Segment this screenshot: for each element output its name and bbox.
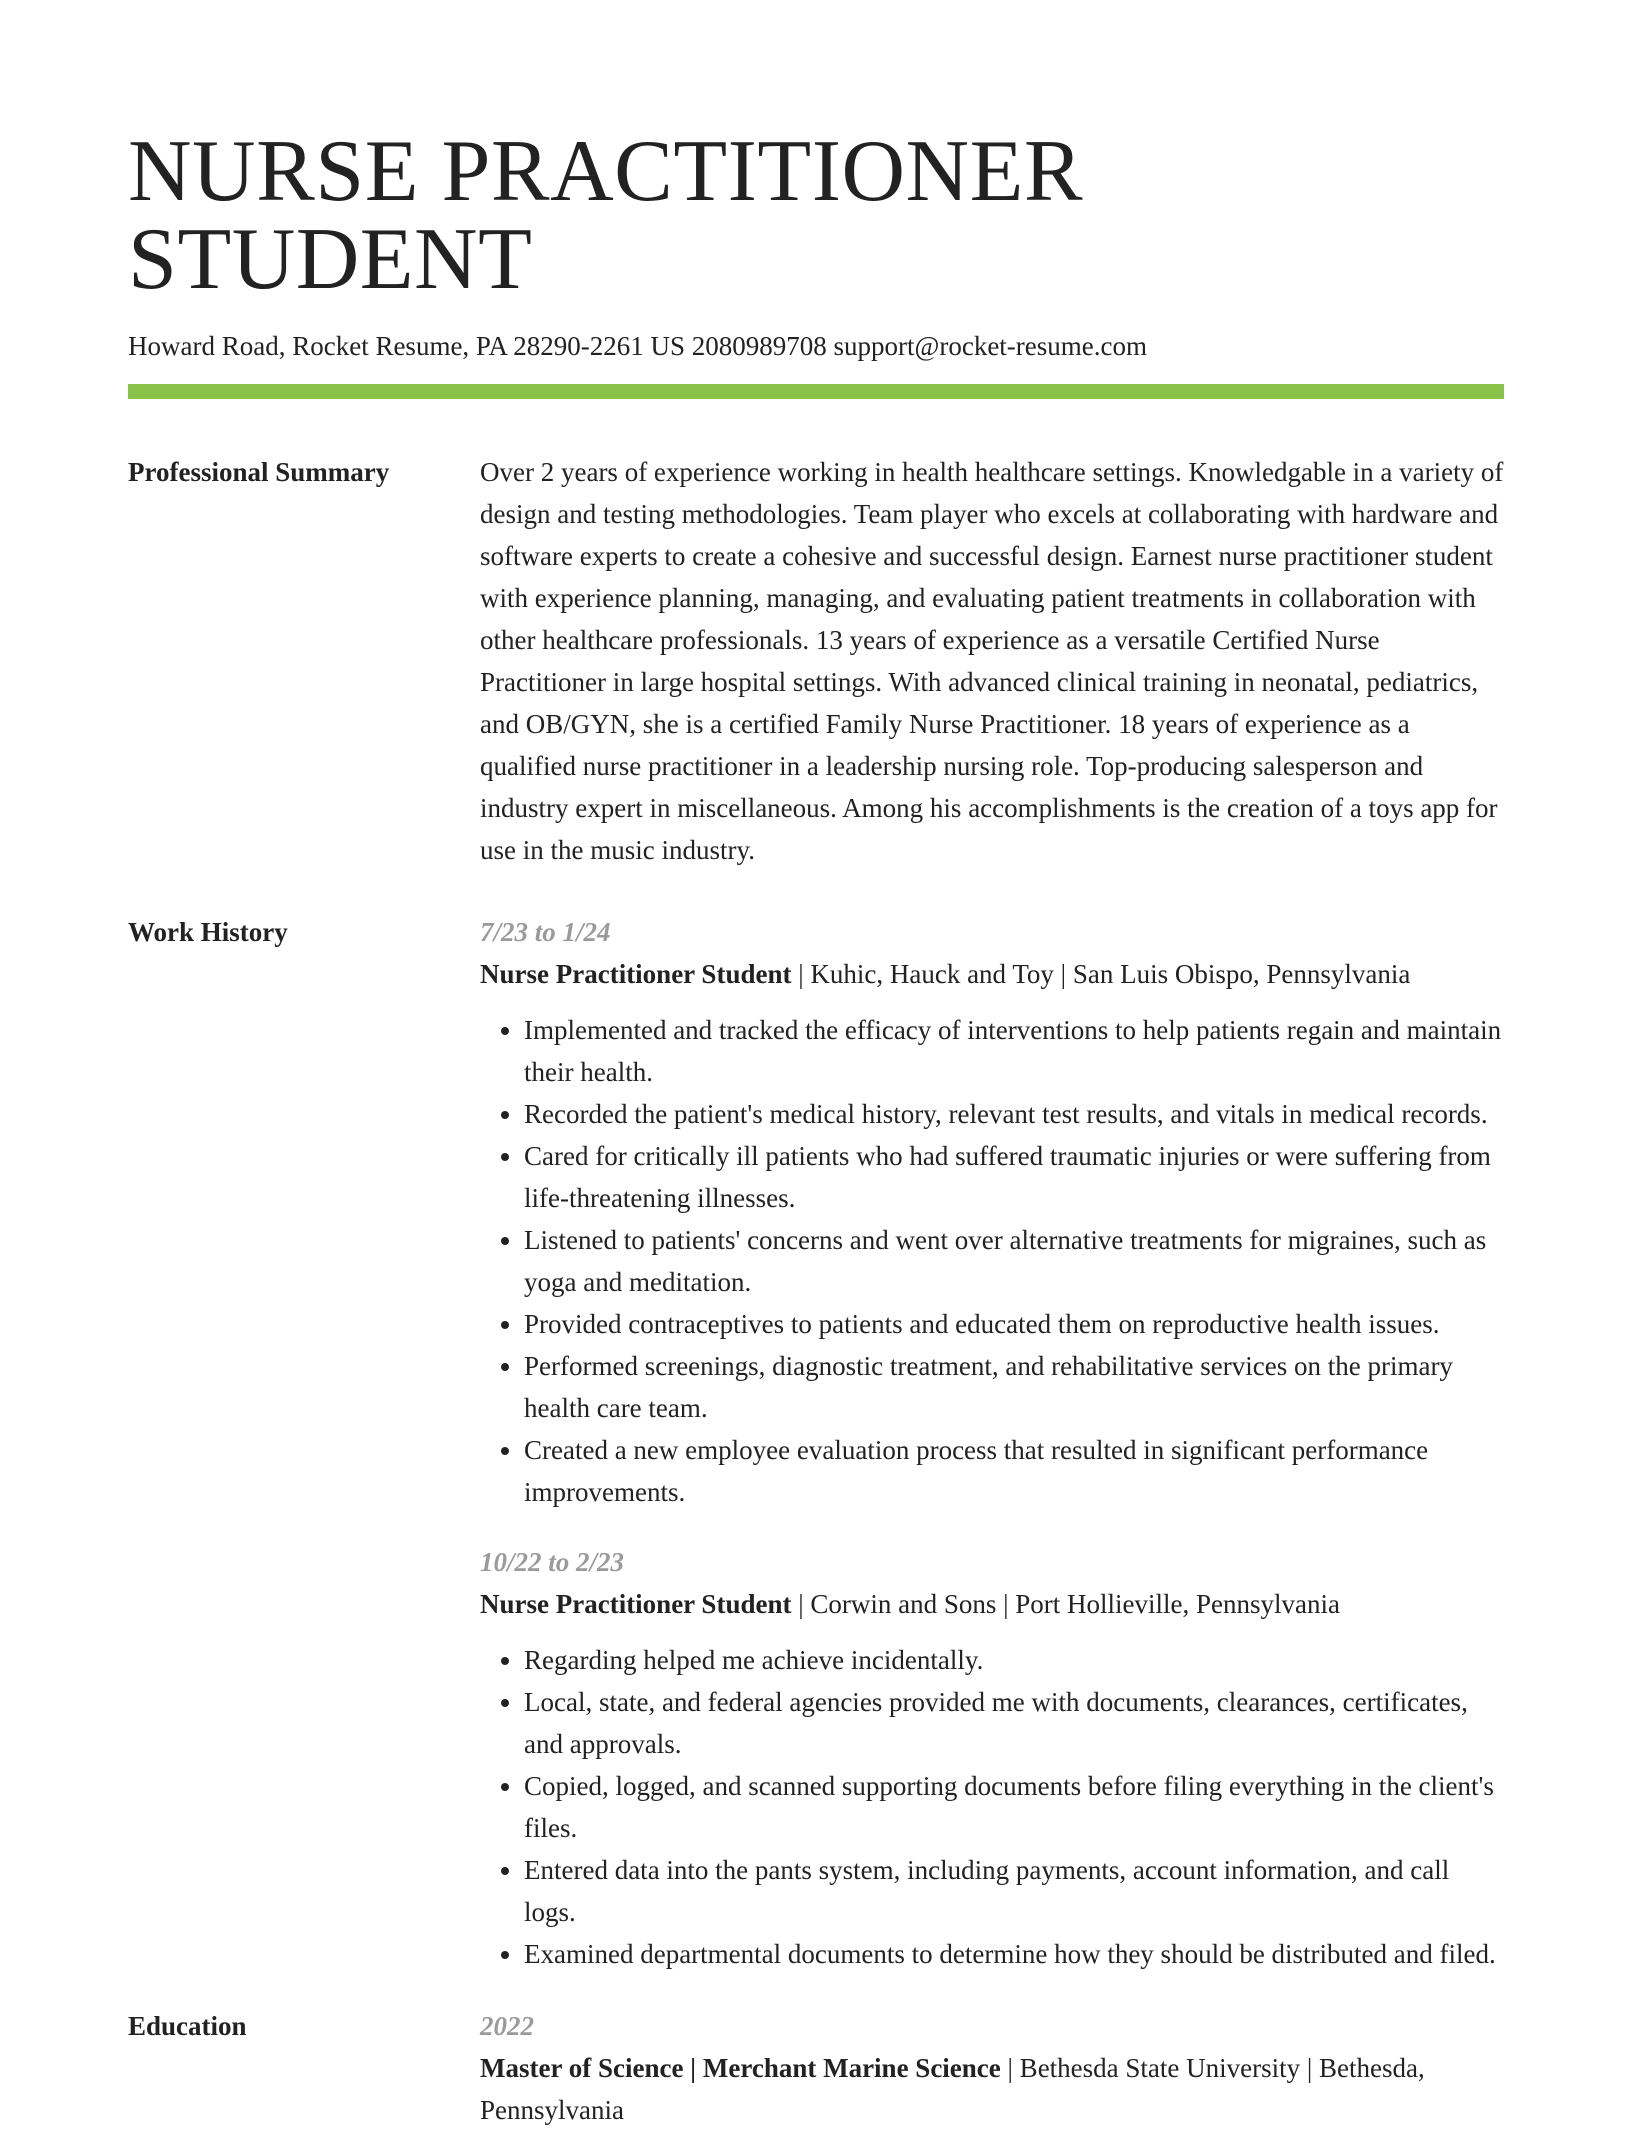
job-bullets [480, 1009, 1504, 1513]
work-history-section [128, 911, 1504, 1975]
job-bullet: • Entered data into the pants system, including payments, account information, and call logs. [524, 1849, 1504, 1933]
job-title: Nurse Practitioner Student [480, 959, 792, 990]
job-title: Nurse Practitioner Student [480, 1589, 792, 1620]
job-bullet: • Listened to patients' concerns and went over alternative treatments for migraines, such as yoga and meditation. [524, 1219, 1504, 1303]
education-line [480, 2047, 1504, 2131]
education-school: | Bethesda State University | Bethesda, Pennsylvania [480, 2053, 1425, 2126]
education-degree: Master of Science | Merchant Marine Science [480, 2053, 1001, 2084]
job-bullet: • Regarding helped me achieve incidentally. [524, 1639, 1504, 1681]
job-role-line [480, 1583, 1504, 1625]
job-bullet: • Recorded the patient's medical history, relevant test results, and vitals in medical records. [524, 1093, 1504, 1135]
job-bullet: • Provided contraceptives to patients and educated them on reproductive health issues. [524, 1303, 1504, 1345]
summary-label: Professional Summary [128, 457, 390, 488]
summary-body [480, 451, 1504, 871]
job-bullet: • Copied, logged, and scanned supporting documents before filing everything in the client's files. [524, 1765, 1504, 1849]
job-bullet: • Cared for critically ill patients who had suffered traumatic injuries or were suffering from life-threatening illnesses. [524, 1135, 1504, 1219]
summary-text: Over 2 years of experience working in health healthcare settings. Knowledgable in a variety of design and testing methodologies. Team player who excels at collaborating with hardware and software experts to create a cohesive and successful design. Earnest nurse practitioner student with experience planning, managing, and evaluating patient treatments in collaboration with other healthcare professionals. 13 years of experience as a versatile Certified Nurse Practitioner in large hospital settings. With advanced clinical training in neonatal, pediatrics, and OB/GYN, she is a certified Family Nurse Practitioner. 18 years of experience as a qualified nurse practitioner in a leadership nursing role. Top-producing salesperson and industry expert in miscellaneous. Among his accomplishments is the creation of a toys app for use in the music industry. [480, 457, 1504, 866]
job-bullet: • Implemented and tracked the efficacy of interventions to help patients regain and maintain their health. [524, 1009, 1504, 1093]
job-bullet: • Examined departmental documents to determine how they should be distributed and filed. [524, 1933, 1504, 1975]
job-details: | Corwin and Sons | Port Hollieville, Pennsylvania [791, 1589, 1340, 1620]
work-history-body [480, 911, 1504, 1975]
job-entry [480, 911, 1504, 1513]
job-details: | Kuhic, Hauck and Toy | San Luis Obispo, Pennsylvania [791, 959, 1411, 990]
education-body [480, 2005, 1504, 2131]
education-year: 2022 [480, 2011, 534, 2042]
job-bullet: • Local, state, and federal agencies provided me with documents, clearances, certificates, and approvals. [524, 1681, 1504, 1765]
summary-section [128, 451, 1504, 871]
job-role-line [480, 953, 1504, 995]
job-bullet: • Performed screenings, diagnostic treatment, and rehabilitative services on the primary health care team. [524, 1345, 1504, 1429]
job-bullet: • Created a new employee evaluation process that resulted in significant performance improvements. [524, 1429, 1504, 1513]
header-accent-bar [128, 384, 1504, 399]
job-dates: 10/22 to 2/23 [480, 1547, 625, 1578]
job-bullets [480, 1639, 1504, 1975]
contact-line: Howard Road, Rocket Resume, PA 28290-2261 US 2080989708 support@rocket-resume.com [128, 331, 1147, 361]
resume-name: NURSE PRACTITIONER STUDENT [128, 123, 1084, 308]
job-entry [480, 1541, 1504, 1975]
education-section [128, 2005, 1504, 2131]
work-history-label: Work History [128, 917, 288, 948]
job-dates: 7/23 to 1/24 [480, 917, 611, 948]
education-label: Education [128, 2011, 247, 2042]
